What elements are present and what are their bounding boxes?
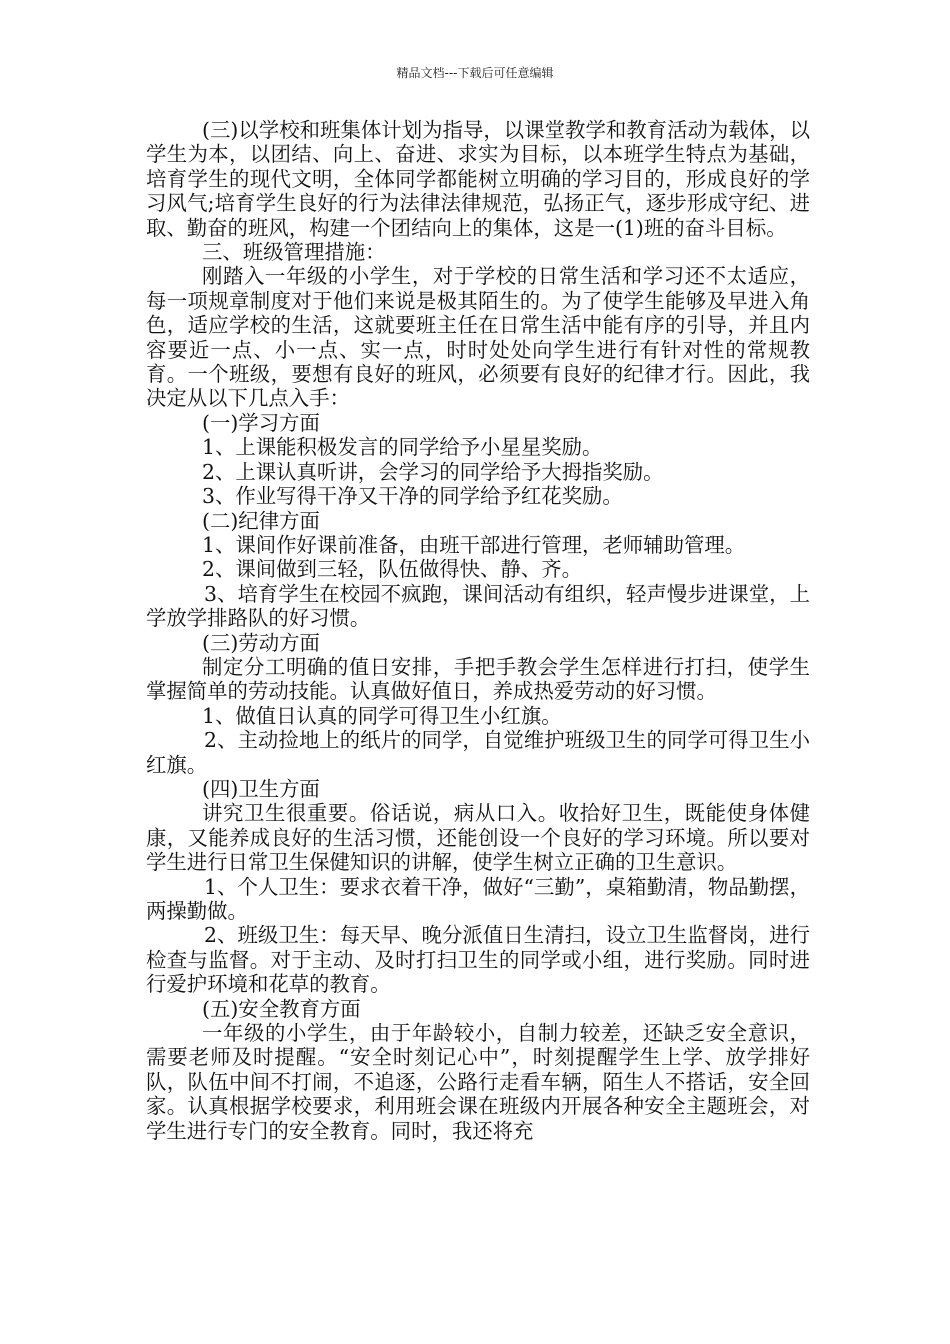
list-item: 1、课间作好课前准备，由班干部进行管理，老师辅助管理。 [202,532,746,557]
list-item: 3、培育学生在校园不疯跑，课间活动有组织，轻声慢步进课堂，上学放学排路队的好习惯。 [146,581,810,631]
list-item: 2、班级卫生：每天早、晚分派值日生清扫，设立卫生监督岗，进行检查与监督。对于主动、及时打扫卫生的同学或小组，进行奖励。同时进行爱护环境和花草的教育。 [146,923,810,997]
paragraph-hygiene: 讲究卫生很重要。俗话说，病从口入。收拾好卫生，既能使身体健康，又能养成良好的生活习惯，还能创设一个良好的学习环境。所以要对学生进行日常卫生保健知识的讲解，使学生树立正确的卫生意识。 [146,801,810,875]
subheading-discipline: (二)纪律方面 [202,508,320,533]
list-item: 1、个人卫生：要求衣着干净，做好“三勤”，桌箱勤清，物品勤摆，两操勤做。 [146,874,810,923]
page-header: 精品文档---下载后可任意编辑 [396,66,554,80]
list-item: 2、主动捡地上的纸片的同学，自觉维护班级卫生的同学可得卫生小红旗。 [146,728,810,777]
list-item: 2、上课认真听讲，会学习的同学给予大拇指奖励。 [202,459,664,484]
paragraph-goal: (三)以学校和班集体计划为指导，以课堂教学和教育活动为载体，以学生为本，以团结、向上、奋进、求实为目标，以本班学生特点为基础，培育学生的现代文明，全体同学都能树立明确的学习目的，形成良好的学习风气;培育学生良好的行为法律法律规范，弘扬正气，逐步形成守纪、进取、勤奋的班风，构建一个团结向上的集体，这是一(1)班的奋斗目标。 [146,118,810,240]
subheading-safety: (五)安全教育方面 [202,996,361,1021]
list-item: 2、课间做到三轻，队伍做得快、静、齐。 [202,557,583,582]
list-item: 1、做值日认真的同学可得卫生小红旗。 [202,703,562,728]
subheading-study: (一)学习方面 [202,410,320,435]
list-item: 3、作业写得干净又干净的同学给予红花奖励。 [202,484,623,509]
paragraph-safety: 一年级的小学生，由于年龄较小，自制力较差，还缺乏安全意识，需要老师及时提醒。“安全时刻记心中”，时刻提醒学生上学、放学排好队，队伍中间不打闹，不追逐，公路行走看车辆，陌生人不搭话，安全回家。认真根据学校要求，利用班会课在班级内开展各种安全主题班会，对学生进行专门的安全教育。同时，我还将充 [146,1021,810,1143]
list-item: 1、上课能积极发言的同学给予小星星奖励。 [202,435,603,460]
paragraph-labor: 制定分工明确的值日安排，手把手教会学生怎样进行打扫，使学生掌握简单的劳动技能。认真做好值日，养成热爱劳动的好习惯。 [146,654,810,704]
document-body [146,118,810,1143]
subheading-hygiene: (四)卫生方面 [202,776,320,801]
subheading-labor: (三)劳动方面 [202,630,320,655]
paragraph-intro: 刚踏入一年级的小学生，对于学校的日常生活和学习还不太适应，每一项规章制度对于他们来说是极其陌生的。为了使学生能够及早进入角色，适应学校的生活，这就要班主任在日常生活中能有序的引导，并且内容要近一点、小一点、实一点，时时处处向学生进行有针对性的常规教育。一个班级，要想有良好的班风，必须要有良好的纪律才行。因此，我决定从以下几点入手： [146,264,810,411]
section-heading-class-management: 三、班级管理措施： [202,240,386,265]
